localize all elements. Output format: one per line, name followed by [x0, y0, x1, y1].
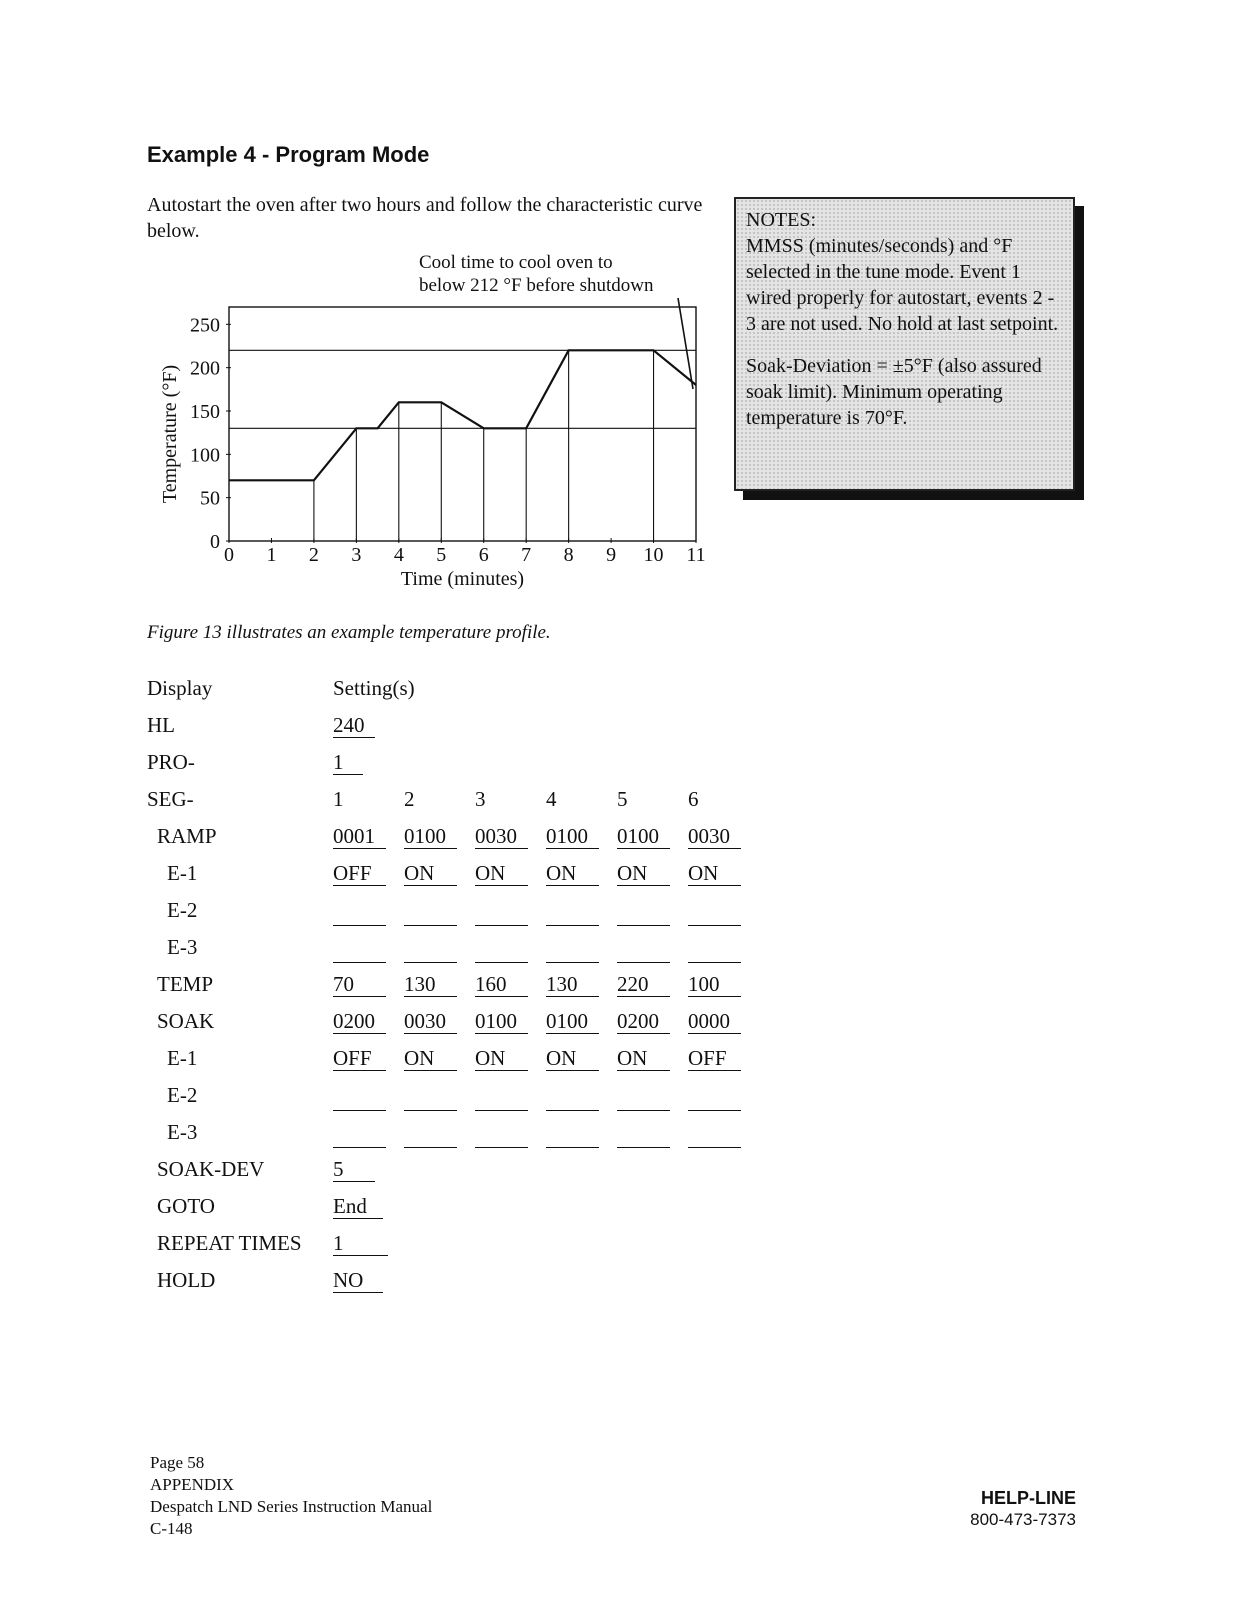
setting-cell-ramp-e1-4: ON: [546, 861, 599, 886]
blank-cell-ramp-e2-6: [688, 901, 741, 926]
blank-cell-soak-e3-1: [333, 1123, 386, 1148]
row-label-ramp-e1: E-1: [167, 861, 198, 885]
blank-cell-ramp-e3-3: [475, 938, 528, 963]
x-tick-label: 8: [563, 544, 574, 566]
setting-cell-ramp-e1-3: ON: [475, 861, 528, 886]
x-tick-label: 6: [478, 544, 489, 566]
cool-annotation-line-2: below 212 °F before shutdown: [419, 275, 654, 296]
setting-cell-temp-5: 220: [617, 972, 670, 997]
x-tick-label: 0: [224, 544, 234, 566]
table-row-soak-e1: [147, 1042, 767, 1079]
notes-para-1: MMSS (minutes/seconds) and °F selected in the tune mode. Event 1 wired properly for autostart, events 2 - 3 are not used. No hold at last setpoint.: [746, 235, 1059, 335]
setting-cell-ramp-6: 0030: [688, 824, 741, 849]
setting-cell-temp-1: 70: [333, 972, 386, 997]
table-row-soak-e3: [147, 1116, 767, 1153]
setting-cell-ramp-2: 0100: [404, 824, 457, 849]
row-label-hl: HL: [147, 713, 175, 737]
plot-frame: [229, 307, 696, 541]
blank-cell-soak-e2-3: [475, 1086, 528, 1111]
row-label-repeat: REPEAT TIMES: [157, 1231, 302, 1255]
table-row-goto: [147, 1190, 767, 1227]
row-label-goto: GOTO: [157, 1194, 215, 1218]
table-row-header: [147, 672, 767, 709]
setting-cell-soak-2: 0030: [404, 1009, 457, 1034]
setting-cell-ramp-3: 0030: [475, 824, 528, 849]
blank-cell-ramp-e2-3: [475, 901, 528, 926]
setting-cell-soak-e1-6: OFF: [688, 1046, 741, 1071]
y-tick-label: 250: [190, 314, 220, 337]
row-label-temp: TEMP: [157, 972, 214, 996]
x-tick-label: 11: [686, 544, 706, 566]
setting-cell-seg-2: 2: [404, 787, 415, 811]
cool-annotation-line-1: Cool time to cool oven to: [419, 252, 613, 273]
row-label-soak: SOAK: [157, 1009, 215, 1033]
setting-cell-ramp-e1-2: ON: [404, 861, 457, 886]
x-tick-label: 2: [308, 544, 319, 566]
blank-cell-soak-e3-4: [546, 1123, 599, 1148]
setting-cell-soak-6: 0000: [688, 1009, 741, 1034]
page-heading: Example 4 - Program Mode: [147, 142, 430, 167]
table-row-soak-e2: [147, 1079, 767, 1116]
row-label-soak-dev: SOAK-DEV: [157, 1157, 265, 1181]
y-tick-label: 50: [200, 487, 220, 510]
settings-header: Setting(s): [333, 676, 415, 700]
setting-cell-seg-3: 3: [475, 787, 486, 811]
notes-box: [734, 197, 1075, 491]
setting-cell-ramp-e1-6: ON: [688, 861, 741, 886]
table-row-hold: [147, 1264, 767, 1301]
setting-cell-soak-e1-3: ON: [475, 1046, 528, 1071]
blank-cell-soak-e2-2: [404, 1086, 457, 1111]
x-tick-label: 4: [393, 544, 404, 566]
temperature-profile-line: [229, 350, 696, 480]
blank-cell-ramp-e3-4: [546, 938, 599, 963]
table-row-repeat: [147, 1227, 767, 1264]
setting-cell-ramp-e1-1: OFF: [333, 861, 386, 886]
x-tick-label: 10: [643, 544, 664, 566]
row-label-ramp-e3: E-3: [167, 935, 198, 959]
setting-value-hold: NO: [333, 1268, 383, 1293]
setting-cell-soak-e1-2: ON: [404, 1046, 457, 1071]
y-tick-label: 200: [190, 357, 220, 380]
row-label-seg: SEG-: [147, 787, 194, 811]
setting-cell-soak-e1-4: ON: [546, 1046, 599, 1071]
table-row-ramp-e3: [147, 931, 767, 968]
table-row-ramp: [147, 820, 767, 857]
x-tick-label: 5: [436, 544, 447, 566]
x-axis-label: Time (minutes): [400, 568, 525, 590]
blank-cell-ramp-e3-2: [404, 938, 457, 963]
page-number: Page 58: [150, 1453, 205, 1472]
row-label-pro: PRO-: [147, 750, 195, 774]
chart-svg: [145, 250, 715, 610]
intro-text: Autostart the oven after two hours and follow the characteristic curve below.: [147, 194, 703, 242]
temperature-profile-chart: [145, 250, 715, 610]
setting-cell-temp-4: 130: [546, 972, 599, 997]
table-row-soak: [147, 1005, 767, 1042]
row-label-soak-e2: E-2: [167, 1083, 198, 1107]
blank-cell-ramp-e3-1: [333, 938, 386, 963]
y-tick-label: 150: [190, 401, 220, 423]
setting-cell-soak-e1-5: ON: [617, 1046, 670, 1071]
setting-cell-temp-3: 160: [475, 972, 528, 997]
figure-caption: Figure 13 illustrates an example temperature profile.: [147, 622, 551, 643]
table-row-ramp-e1: [147, 857, 767, 894]
blank-cell-ramp-e2-5: [617, 901, 670, 926]
blank-cell-soak-e2-4: [546, 1086, 599, 1111]
footer-manual: Despatch LND Series Instruction Manual: [150, 1497, 433, 1516]
blank-cell-soak-e2-6: [688, 1086, 741, 1111]
row-label-hold: HOLD: [157, 1268, 216, 1292]
footer-left: [150, 1452, 432, 1540]
setting-value-repeat: 1: [333, 1231, 388, 1256]
row-label-soak-e1: E-1: [167, 1046, 198, 1070]
setting-value-hl: 240: [333, 713, 375, 738]
row-label-ramp-e2: E-2: [167, 898, 198, 922]
footer-code: C-148: [150, 1519, 193, 1538]
helpline-phone: 800-473-7373: [970, 1510, 1076, 1529]
y-tick-label: 0: [210, 531, 220, 553]
row-label-header: Display: [147, 676, 213, 700]
blank-cell-ramp-e3-5: [617, 938, 670, 963]
blank-cell-soak-e3-5: [617, 1123, 670, 1148]
setting-cell-soak-3: 0100: [475, 1009, 528, 1034]
setting-cell-soak-e1-1: OFF: [333, 1046, 386, 1071]
blank-cell-soak-e3-3: [475, 1123, 528, 1148]
x-tick-label: 7: [521, 544, 532, 566]
table-row-hl: [147, 709, 767, 746]
settings-table: [147, 672, 767, 1301]
blank-cell-soak-e2-5: [617, 1086, 670, 1111]
setting-cell-temp-6: 100: [688, 972, 741, 997]
setting-cell-ramp-1: 0001: [333, 824, 386, 849]
setting-cell-temp-2: 130: [404, 972, 457, 997]
y-axis-label: Temperature (°F): [159, 364, 181, 504]
notes-title: NOTES:: [746, 209, 816, 231]
setting-cell-ramp-5: 0100: [617, 824, 670, 849]
blank-cell-soak-e2-1: [333, 1086, 386, 1111]
table-row-temp: [147, 968, 767, 1005]
blank-cell-ramp-e3-6: [688, 938, 741, 963]
setting-cell-soak-5: 0200: [617, 1009, 670, 1034]
footer-section: APPENDIX: [150, 1475, 235, 1494]
x-tick-label: 1: [266, 544, 277, 566]
setting-value-soak-dev: 5: [333, 1157, 375, 1182]
table-row-pro: [147, 746, 767, 783]
setting-value-goto: End: [333, 1194, 383, 1219]
x-tick-label: 9: [606, 544, 617, 566]
setting-cell-soak-1: 0200: [333, 1009, 386, 1034]
x-tick-label: 3: [351, 544, 362, 566]
setting-value-pro: 1: [333, 750, 363, 775]
table-row-seg: [147, 783, 767, 820]
setting-cell-seg-5: 5: [617, 787, 628, 811]
notes-para-2: Soak-Deviation = ±5°F (also assured soak limit). Minimum operating temperature is 70°F.: [746, 355, 1042, 429]
row-label-ramp: RAMP: [157, 824, 217, 848]
y-tick-label: 100: [190, 444, 220, 467]
helpline-label: HELP-LINE: [980, 1488, 1076, 1508]
setting-cell-ramp-e1-5: ON: [617, 861, 670, 886]
row-label-soak-e3: E-3: [167, 1120, 198, 1144]
setting-cell-ramp-4: 0100: [546, 824, 599, 849]
blank-cell-soak-e3-6: [688, 1123, 741, 1148]
setting-cell-seg-1: 1: [333, 787, 344, 811]
table-row-soak-dev: [147, 1153, 767, 1190]
blank-cell-ramp-e2-4: [546, 901, 599, 926]
setting-cell-seg-4: 4: [546, 787, 557, 811]
setting-cell-seg-6: 6: [688, 787, 699, 811]
blank-cell-soak-e3-2: [404, 1123, 457, 1148]
setting-cell-soak-4: 0100: [546, 1009, 599, 1034]
blank-cell-ramp-e2-1: [333, 901, 386, 926]
table-row-ramp-e2: [147, 894, 767, 931]
blank-cell-ramp-e2-2: [404, 901, 457, 926]
footer-right: [968, 1487, 1076, 1531]
